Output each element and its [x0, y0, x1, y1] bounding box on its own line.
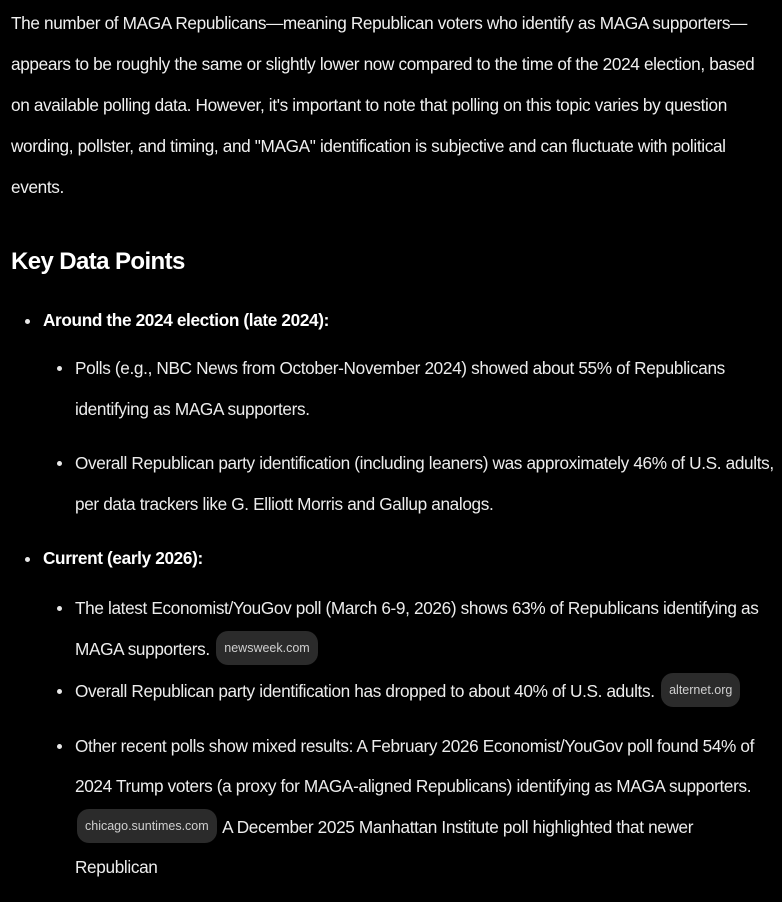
- list-item-current: [11, 538, 777, 888]
- source-chip-newsweek[interactable]: newsweek.com: [216, 631, 317, 665]
- section-heading: Key Data Points: [11, 248, 185, 275]
- sub-list: [43, 588, 777, 888]
- item-label: Current (early 2026): [43, 548, 198, 568]
- list-item: [43, 443, 777, 524]
- list-item: [43, 588, 777, 669]
- list-item-2024-election: [11, 300, 777, 524]
- bullet-icon: [57, 744, 62, 749]
- source-chip-alternet[interactable]: alternet.org: [661, 673, 740, 707]
- list-item: [43, 348, 777, 429]
- intro-paragraph: The number of MAGA Republicans—meaning Republican voters who identify as MAGA supporters—appears to be roughly the same or slightly lower now compared to the time of the 2024 election, based on available polling data. However, it's important to note that polling on this topic varies by question wording, pollster, and timing, and "MAGA" identification is subjective and can fluctuate with political events.: [11, 13, 755, 197]
- source-chip-suntimes[interactable]: chicago.suntimes.com: [77, 809, 217, 843]
- bullet-icon: [25, 319, 30, 324]
- item-label: Around the 2024 election (late 2024): [43, 310, 324, 330]
- item-text-continued: A December 2025 Manhattan Institute poll highlighted that newer Republican: [75, 816, 694, 877]
- bullet-icon: [57, 366, 62, 371]
- label-suffix: :: [197, 548, 203, 568]
- item-text: The latest Economist/YouGov poll (March 6-9, 2026) shows 63% of Republicans identifying as MAGA supporters.: [75, 598, 759, 659]
- item-text: Overall Republican party identification has dropped to about 40% of U.S. adults.: [75, 681, 655, 701]
- bullet-icon: [57, 689, 62, 694]
- list-item: [43, 671, 777, 712]
- label-suffix: :: [323, 310, 330, 330]
- list-item: [43, 726, 777, 888]
- bullet-icon: [57, 606, 62, 611]
- item-text: Other recent polls show mixed results: A February 2026 Economist/YouGov poll found 54% of 2024 Trump voters (a proxy for MAGA-aligned Republicans) identifying as MAGA supporters.: [75, 735, 755, 796]
- sub-list: [43, 348, 777, 524]
- bullet-icon: [25, 557, 30, 562]
- bullet-icon: [57, 461, 62, 466]
- chat-response: [11, 0, 777, 902]
- key-points-list: [11, 300, 777, 888]
- item-text: Polls (e.g., NBC News from October-November 2024) showed about 55% of Republicans identifying as MAGA supporters.: [75, 358, 725, 419]
- item-text: Overall Republican party identification (including leaners) was approximately 46% of U.S. adults, per data trackers like G. Elliott Morris and Gallup analogs.: [75, 453, 774, 514]
